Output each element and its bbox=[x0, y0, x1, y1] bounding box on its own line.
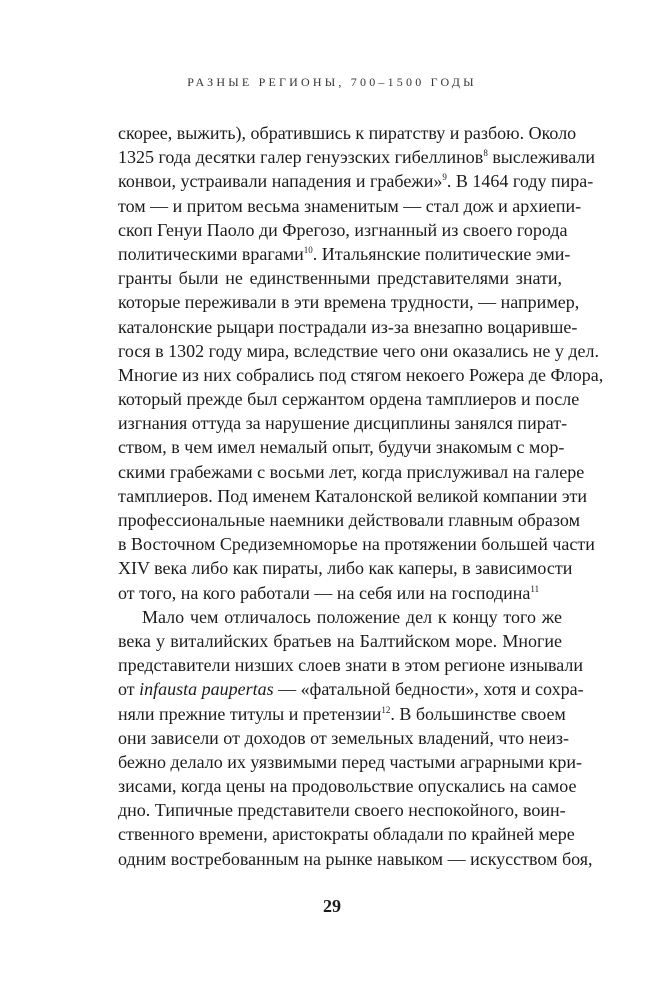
line-text: они зависели от доходов от земельных владений, что неиз- bbox=[118, 727, 569, 748]
line-text: каталонские рыцари пострадали из-за внезапно воцарившe- bbox=[118, 316, 578, 337]
line-text: профессиональные наемники действовали главным образом bbox=[118, 510, 580, 530]
text-line bbox=[118, 266, 562, 290]
text-line bbox=[118, 556, 573, 580]
line-text: гося в 1302 году мира, вследствие чего они оказались не у дел. bbox=[118, 340, 600, 361]
line-text: от того, на кого работали — на себя или на господина bbox=[118, 582, 531, 603]
footnote-marker[interactable]: 8 bbox=[483, 148, 488, 159]
line-text: XIV века либо как пираты, либо как каперы, в зависимости bbox=[118, 558, 573, 579]
line-text: ственного времени, аристократы обладали по крайней мере bbox=[118, 824, 575, 845]
footnote-marker[interactable]: 12 bbox=[381, 704, 391, 715]
line-text: том — и притом весьма знаменитым — стал дож и архиепи- bbox=[118, 195, 582, 216]
line-text: скими грабежами с восьми лет, когда прислуживал на галере bbox=[118, 461, 585, 482]
line-text: тамплиеров. Под именем Каталонской великой компании эти bbox=[118, 485, 588, 506]
line-text: дно. Типичные представители своего неспокойного, воин- bbox=[118, 800, 566, 821]
line-text: скорее, выжить), обратившись к пиратству и разбою. Около bbox=[118, 123, 577, 143]
line-text: изгнания оттуда за нарушение дисциплины занялся пират- bbox=[118, 413, 568, 434]
footnote-marker[interactable]: 11 bbox=[530, 583, 540, 594]
line-text: ством, в чем имел немалый опыт, будучи знакомым с мор- bbox=[118, 437, 565, 458]
text-line bbox=[118, 460, 585, 484]
text-line bbox=[118, 629, 562, 653]
text-line bbox=[118, 169, 594, 193]
text-line bbox=[118, 581, 562, 605]
text-line bbox=[118, 726, 569, 750]
text-line bbox=[118, 145, 595, 169]
line-text: няли прежние титулы и претензии bbox=[118, 703, 382, 724]
text-line bbox=[118, 315, 578, 339]
line-text: которые переживали в эти времена трудности, — например, bbox=[118, 292, 580, 313]
text-line bbox=[118, 121, 577, 145]
line-text: конвои, устраивали нападения и грабежи» bbox=[118, 171, 443, 192]
line-text: представители низших слоев знати в этом регионе изнывали bbox=[118, 655, 584, 676]
text-line bbox=[118, 532, 595, 556]
text-line bbox=[118, 218, 568, 242]
text-line bbox=[118, 194, 582, 218]
line-text-after: выслеживали bbox=[487, 147, 595, 168]
text-line bbox=[118, 653, 584, 677]
text-line bbox=[118, 702, 566, 726]
text-line bbox=[118, 750, 582, 774]
text-line bbox=[118, 363, 604, 387]
text-line bbox=[118, 774, 577, 798]
text-line bbox=[118, 339, 600, 363]
text-line bbox=[118, 822, 575, 846]
line-text: скоп Генуи Паоло ди Фрегозо, изгнанный из своего города bbox=[118, 219, 568, 240]
latin-phrase: infausta paupertas bbox=[139, 679, 274, 700]
running-head: РАЗНЫЕ РЕГИОНЫ, 700–1500 ГОДЫ bbox=[187, 75, 477, 89]
line-text: одним востребованным на рынке навыком — искусством боя, bbox=[118, 848, 593, 869]
footnote-marker[interactable]: 10 bbox=[303, 244, 313, 255]
line-text-after: . В большинстве своем bbox=[390, 703, 566, 724]
text-line bbox=[118, 484, 588, 508]
line-text: Многие из них собрались под стягом некоего Рожера де Флора, bbox=[118, 364, 604, 385]
text-line bbox=[118, 411, 568, 435]
text-line bbox=[118, 677, 584, 701]
text-line bbox=[118, 508, 580, 532]
text-line bbox=[118, 605, 562, 629]
line-text: от bbox=[118, 679, 140, 700]
footnote-marker[interactable]: 9 bbox=[442, 172, 447, 183]
line-text: 1325 года десятки галер генуэзских гибеллинов bbox=[118, 147, 484, 168]
text-line bbox=[118, 290, 580, 314]
line-text: политическими врагами bbox=[118, 243, 304, 264]
text-line bbox=[118, 435, 565, 459]
text-line bbox=[118, 798, 566, 822]
body-text bbox=[118, 121, 604, 871]
text-line bbox=[118, 847, 593, 871]
line-text-after: — «фатальной бедности», хотя и сохра- bbox=[273, 679, 584, 700]
line-text: века у виталийских братьев на Балтийском море. Многие bbox=[118, 630, 562, 651]
line-text: гранты были не единственными представителями знати, bbox=[118, 268, 562, 289]
line-text-after: . Итальянские политические эми- bbox=[312, 243, 571, 264]
line-text-after: . В 1464 году пира- bbox=[446, 171, 594, 192]
page-number: 29 bbox=[323, 896, 341, 916]
line-text: Мало чем отличалось положение дел к концу того же bbox=[142, 606, 562, 627]
line-text: зисами, когда цены на продовольствие опускались на самое bbox=[118, 776, 577, 797]
text-line bbox=[118, 242, 571, 266]
line-text: который прежде был сержантом ордена тамплиеров и после bbox=[118, 389, 580, 410]
line-text: бежно делало их уязвимыми перед частыми аграрными кри- bbox=[118, 751, 582, 772]
line-text: в Восточном Средиземноморье на протяжении большей части bbox=[118, 534, 595, 555]
text-line bbox=[118, 387, 580, 411]
